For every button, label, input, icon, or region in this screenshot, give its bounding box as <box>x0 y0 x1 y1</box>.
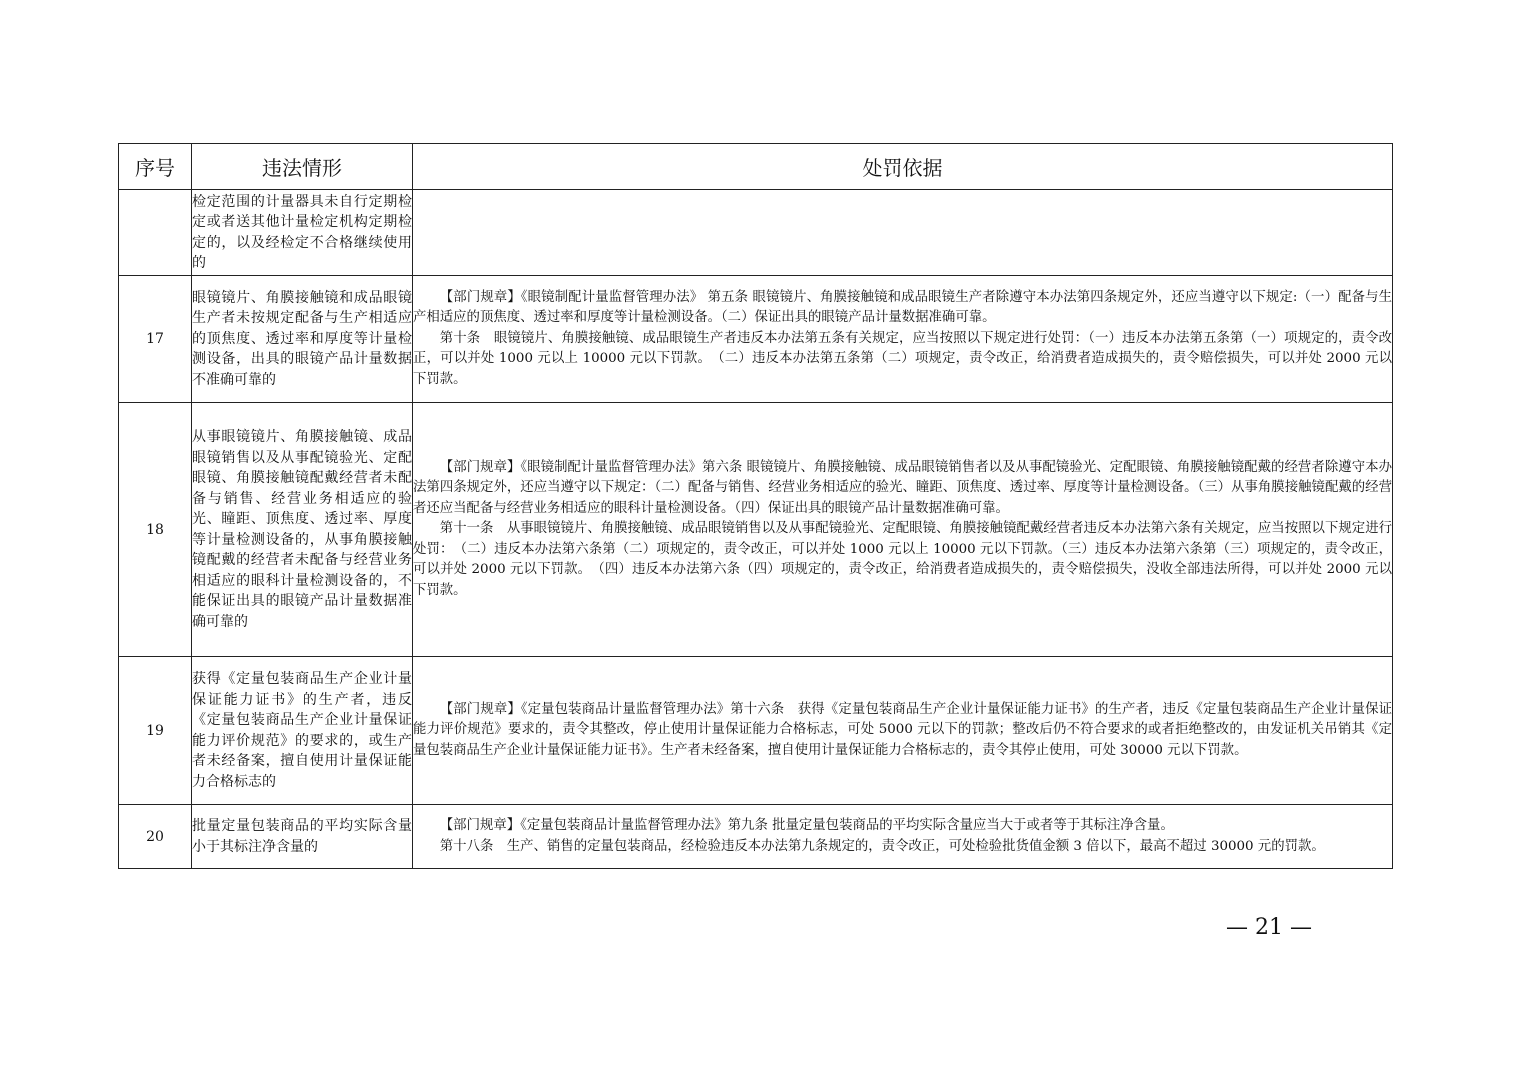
row-number <box>119 190 192 276</box>
header-situation: 违法情形 <box>192 144 413 190</box>
table-row <box>119 657 1393 805</box>
violation-situation: 批量定量包装商品的平均实际含量小于其标注净含量的 <box>192 805 413 869</box>
penalty-basis <box>413 805 1393 869</box>
basis-paragraph: 【部门规章】《眼镜制配计量监督管理办法》第六条 眼镜镜片、角膜接触镜、成品眼镜销售者以及从事配镜验光、定配眼镜、角膜接触镜配戴的经营者除遵守本办法第四条规定外，还应当遵守以下规定：（二）配备与销售、经营业务相适应的验光、瞳距、顶焦度、透过率、厚度等计量检测设备。（三）从事角膜接触镜配戴的经营者还应当配备与经营业务相适应的眼科计量检测设备。（四）保证出具的眼镜产品计量数据准确可靠。 <box>413 459 1392 516</box>
row-number: 18 <box>119 403 192 657</box>
violation-situation: 获得《定量包装商品生产企业计量保证能力证书》的生产者，违反《定量包装商品生产企业计量保证能力评价规范》的要求的，或生产者未经备案，擅自使用计量保证能力合格标志的 <box>192 657 413 805</box>
table-row <box>119 190 1393 276</box>
row-number: 17 <box>119 276 192 403</box>
violation-situation: 从事眼镜镜片、角膜接触镜、成品眼镜销售以及从事配镜验光、定配眼镜、角膜接触镜配戴经营者未配备与销售、经营业务相适应的验光、瞳距、顶焦度、透过率、厚度等计量检测设备的，从事角膜接触镜配戴的经营者未配备与经营业务相适应的眼科计量检测设备的，不能保证出具的眼镜产品计量数据准确可靠的 <box>192 403 413 657</box>
row-number: 20 <box>119 805 192 869</box>
table-row <box>119 805 1393 869</box>
basis-paragraph: 第十八条 生产、销售的定量包装商品，经检验违反本办法第九条规定的，责令改正，可处检验批货值金额 3 倍以下，最高不超过 30000 元的罚款。 <box>439 838 1325 854</box>
basis-paragraph: 【部门规章】《定量包装商品计量监督管理办法》第十六条 获得《定量包装商品生产企业计量保证能力证书》的生产者，违反《定量包装商品生产企业计量保证能力评价规范》要求的，责令其整改，停止使用计量保证能力合格标志，可处 5000 元以下的罚款；整改后仍不符合要求的或者拒绝整改的，由发证机关吊销其《定量包装商品生产企业计量保证能力证书》。生产者未经备案，擅自使用计量保证能力合格标志的，责令其停止使用，可处 30000 元以下罚款。 <box>413 701 1392 758</box>
table-header-row <box>119 144 1393 190</box>
penalty-basis <box>413 657 1393 805</box>
table-row <box>119 403 1393 657</box>
penalty-basis <box>413 403 1393 657</box>
violation-situation: 检定范围的计量器具未自行定期检定或者送其他计量检定机构定期检定的，以及经检定不合格继续使用的 <box>192 190 413 276</box>
page-number: — 21 — <box>1226 915 1312 940</box>
basis-paragraph: 【部门规章】《定量包装商品计量监督管理办法》第九条 批量定量包装商品的平均实际含量应当大于或者等于其标注净含量。 <box>439 818 1174 833</box>
basis-paragraph: 【部门规章】《眼镜制配计量监督管理办法》 第五条 眼镜镜片、角膜接触镜和成品眼镜生产者除遵守本办法第四条规定外，还应当遵守以下规定:（一）配备与生产相适应的顶焦度、透过率和厚度等计量检测设备。（二）保证出具的眼镜产品计量数据准确可靠。 <box>413 289 1392 326</box>
penalty-basis <box>413 276 1393 403</box>
penalty-basis <box>413 190 1393 276</box>
row-number: 19 <box>119 657 192 805</box>
basis-paragraph: 第十条 眼镜镜片、角膜接触镜、成品眼镜生产者违反本办法第五条有关规定，应当按照以下规定进行处罚：（一）违反本办法第五条第（一）项规定的，责令改正，可以并处 1000 元以上 10000 元以下罚款。 （二）违反本办法第五条第（二）项规定，责令改正，给消费者造成损失的，责令赔偿损失，可以并处 2000 元以下罚款。 <box>413 330 1392 387</box>
basis-paragraph: 第十一条 从事眼镜镜片、角膜接触镜、成品眼镜销售以及从事配镜验光、定配眼镜、角膜接触镜配戴经营者违反本办法第六条有关规定，应当按照以下规定进行处罚： （二）违反本办法第六条第（二）项规定的，责令改正，可以并处 1000 元以上 10000 元以下罚款。（三）违反本办法第六条第（三）项规定的，责令改正，可以并处 2000 元以下罚款。 （四）违反本办法第六条（四）项规定的，责令改正，给消费者造成损失的，责令赔偿损失，没收全部违法所得，可以并处 2000 元以下罚款。 <box>413 521 1392 598</box>
header-basis: 处罚依据 <box>413 144 1393 190</box>
penalty-table <box>118 143 1393 869</box>
table-row <box>119 276 1393 403</box>
violation-situation: 眼镜镜片、角膜接触镜和成品眼镜生产者未按规定配备与生产相适应的顶焦度、透过率和厚度等计量检测设备，出具的眼镜产品计量数据不准确可靠的 <box>192 276 413 403</box>
header-seq: 序号 <box>119 144 192 190</box>
